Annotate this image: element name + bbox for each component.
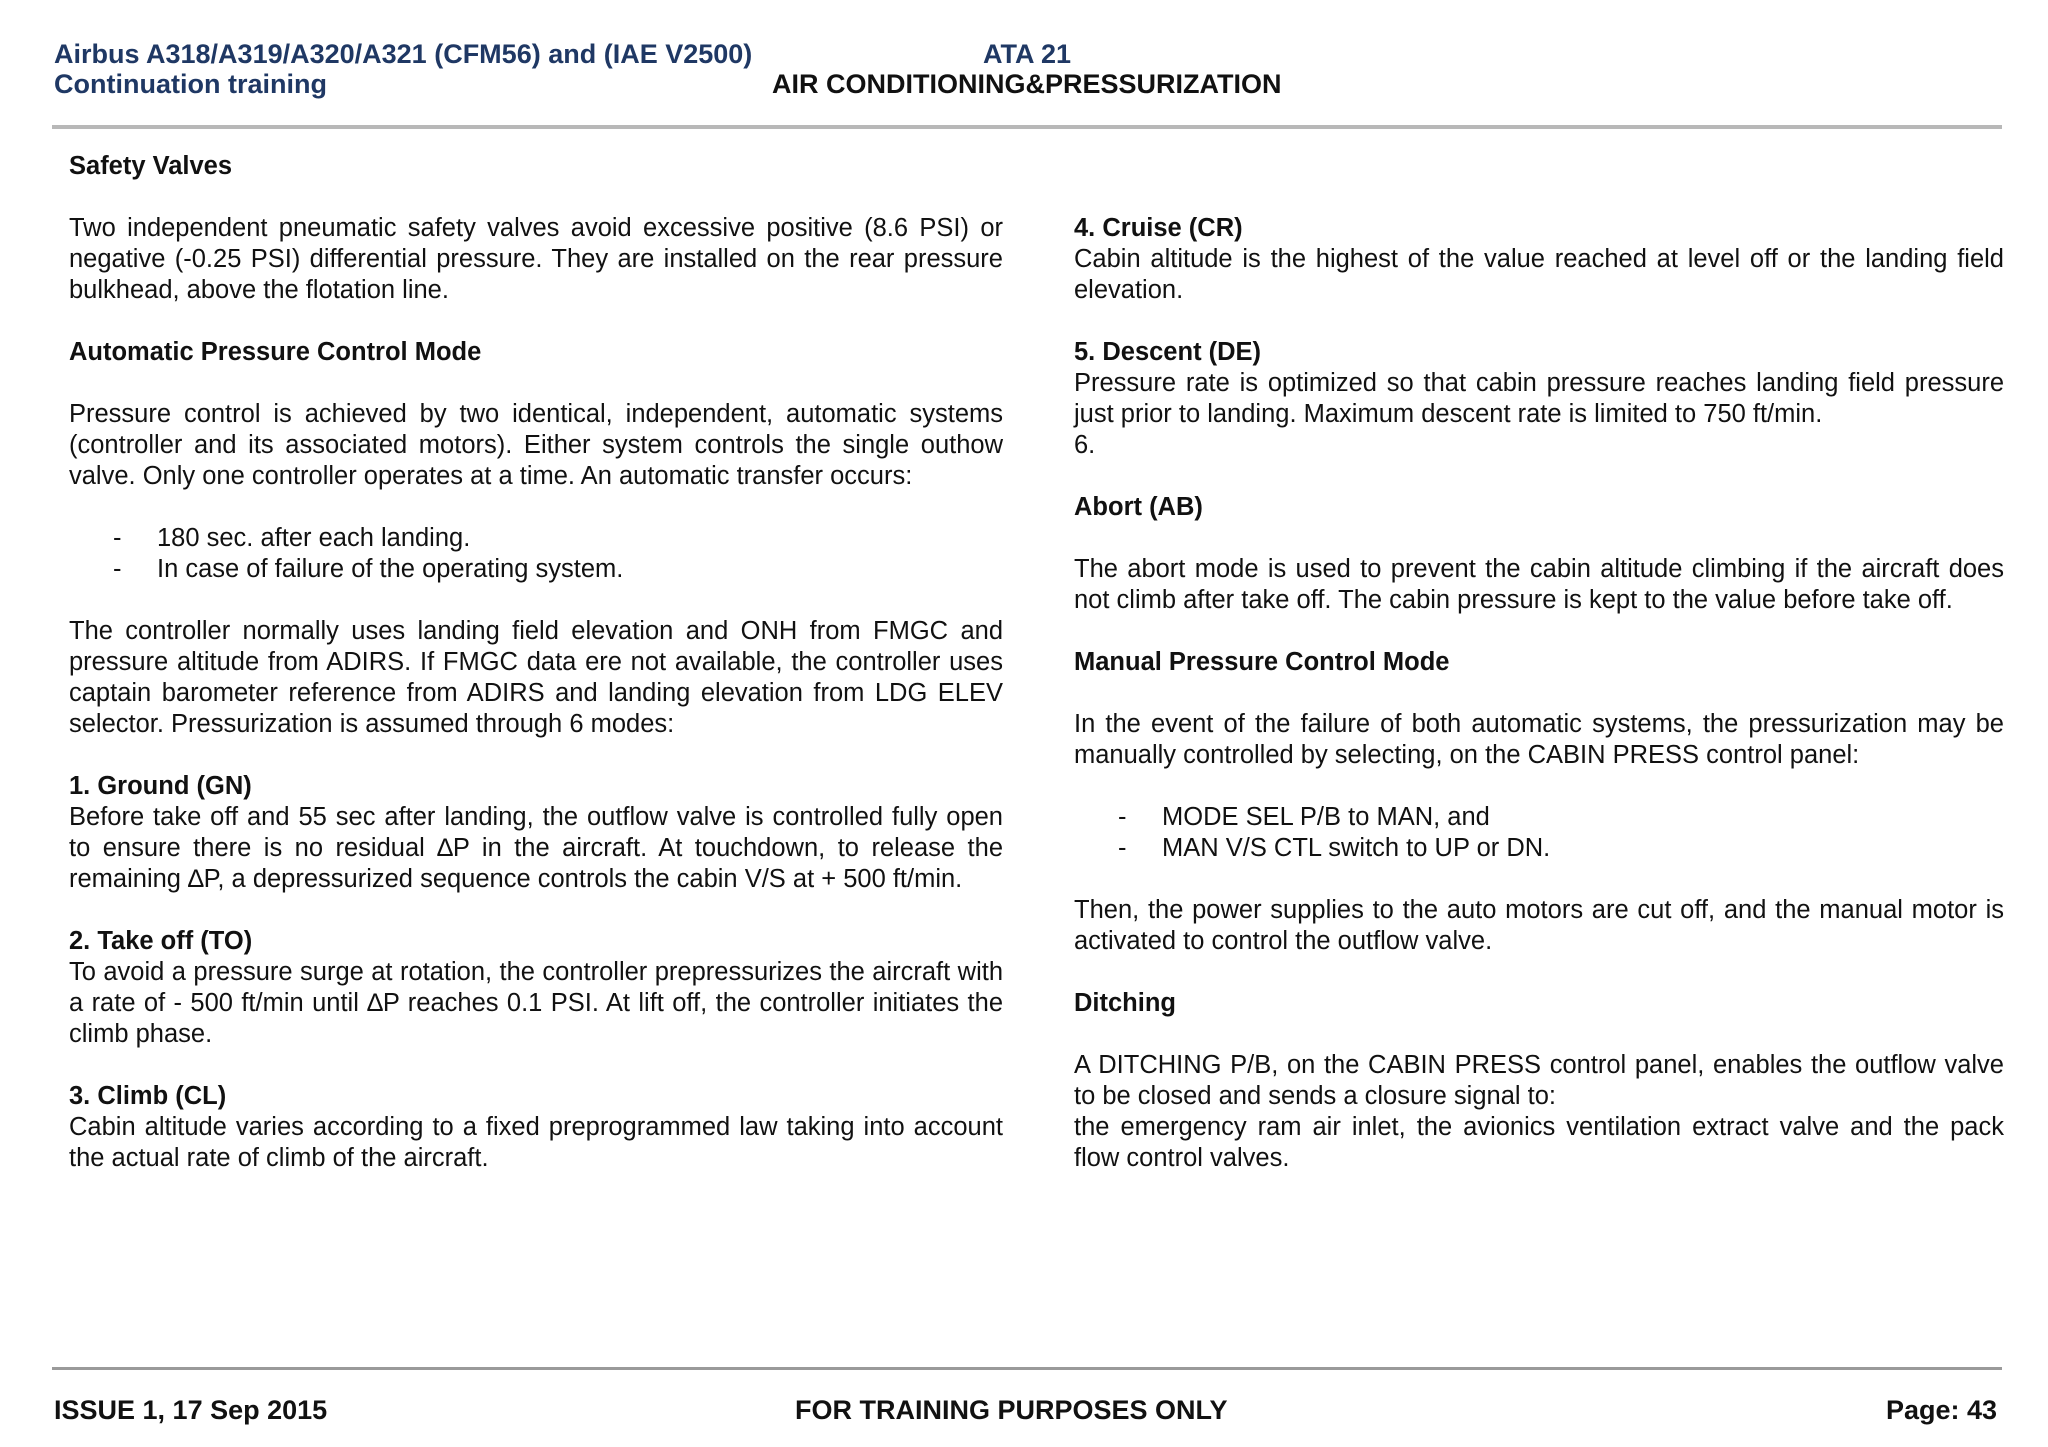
- footer-page-number: Page: 43: [1885, 1395, 1997, 1425]
- manual-pressure-text: In the event of the failure of both automatic systems, the pressurization may be manually controlled by selecting, on the CABIN PRESS control panel:: [1074, 710, 2004, 769]
- manual-pressure-heading: Manual Pressure Control Mode: [1074, 648, 1450, 676]
- list-dash: -: [1118, 803, 1127, 831]
- list-item: [69, 554, 1003, 585]
- list-item: [1074, 833, 2004, 864]
- takeoff-text: To avoid a pressure surge at rotation, the controller prepressurizes the aircraft with a rate of - 500 ft/min until ∆P reaches 0.1 PSI. At lift off, the controller initiates the climb phase.: [69, 958, 1003, 1048]
- list-item-text: MAN V/S CTL switch to UP or DN.: [1162, 834, 1551, 862]
- left-column: [69, 151, 1003, 1205]
- list-item: [69, 523, 1003, 554]
- right-column: [1074, 213, 2004, 1174]
- abort-heading: Abort (AB): [1074, 493, 1203, 521]
- cruise-heading: 4. Cruise (CR): [1074, 214, 1243, 242]
- manual-list: [1074, 802, 2004, 864]
- list-item-text: 180 sec. after each landing.: [157, 524, 471, 552]
- cruise-text: Cabin altitude is the highest of the value reached at level off or the landing field elevation.: [1074, 245, 2004, 304]
- list-item: [1074, 802, 2004, 833]
- list-dash: -: [1118, 834, 1127, 862]
- page-header: [0, 0, 2048, 130]
- header-chapter-title: AIR CONDITIONING&PRESSURIZATION: [772, 69, 1282, 99]
- ditching-heading: Ditching: [1074, 989, 1176, 1017]
- climb-text: Cabin altitude varies according to a fixed preprogrammed law taking into account the actual rate of climb of the aircraft.: [69, 1113, 1003, 1172]
- descent-text: Pressure rate is optimized so that cabin pressure reaches landing field pressure just prior to landing. Maximum descent rate is limited to 750 ft/min.: [1074, 369, 2004, 428]
- list-item-text: In case of failure of the operating system.: [157, 555, 624, 583]
- descent-heading: 5. Descent (DE): [1074, 338, 1262, 366]
- footer-notice: FOR TRAINING PURPOSES ONLY: [795, 1395, 1228, 1425]
- ground-heading: 1. Ground (GN): [69, 772, 252, 800]
- list-dash: -: [113, 555, 122, 583]
- header-chapter: ATA 21: [983, 39, 1072, 69]
- abort-text: The abort mode is used to prevent the cabin altitude climbing if the aircraft does not climb after take off. The cabin pressure is kept to the value before take off.: [1074, 555, 2004, 614]
- safety-valves-heading: Safety Valves: [69, 152, 233, 180]
- list-item-text: MODE SEL P/B to MAN, and: [1162, 803, 1490, 831]
- transfer-list: [69, 523, 1003, 585]
- auto-pressure-heading: Automatic Pressure Control Mode: [69, 338, 482, 366]
- ground-text: Before take off and 55 sec after landing, the outflow valve is controlled fully open to ensure there is no residual ∆P in the aircraft. At touchdown, to release the remaining ∆P, a depressurized sequence controls the cabin V/S at + 500 ft/min.: [69, 803, 1003, 893]
- footer-issue: ISSUE 1, 17 Sep 2015: [54, 1395, 328, 1425]
- list-dash: -: [113, 524, 122, 552]
- ditching-text: A DITCHING P/B, on the CABIN PRESS control panel, enables the outflow valve to be closed and sends a closure signal to:: [1074, 1051, 2004, 1110]
- controller-text: The controller normally uses landing field elevation and ONH from FMGC and pressure altitude from ADIRS. If FMGC data ere not available, the controller uses captain barometer reference from ADIRS and landing elevation from LDG ELEV selector. Pressurization is assumed through 6 modes:: [69, 617, 1003, 738]
- safety-valves-text: Two independent pneumatic safety valves avoid excessive positive (8.6 PSI) or negative (-0.25 PSI) differential pressure. They are installed on the rear pressure bulkhead, above the flotation line.: [69, 214, 1003, 304]
- descent-number: 6.: [1074, 431, 1096, 459]
- header-rule: [52, 125, 2002, 129]
- header-title: Airbus A318/A319/A320/A321 (CFM56) and (IAE V2500): [54, 39, 753, 69]
- auto-pressure-text: Pressure control is achieved by two identical, independent, automatic systems (controller and its associated motors). Either system controls the single outhow valve. Only one controller operates at a time. An automatic transfer occurs:: [69, 400, 1003, 490]
- takeoff-heading: 2. Take off (TO): [69, 927, 253, 955]
- climb-heading: 3. Climb (CL): [69, 1082, 227, 1110]
- header-subtitle: Continuation training: [54, 69, 327, 99]
- ditching-text-continued: the emergency ram air inlet, the avionics ventilation extract valve and the pack flow control valves.: [1074, 1113, 2004, 1172]
- footer-rule: [52, 1367, 2002, 1370]
- power-supply-text: Then, the power supplies to the auto motors are cut off, and the manual motor is activated to control the outflow valve.: [1074, 896, 2004, 955]
